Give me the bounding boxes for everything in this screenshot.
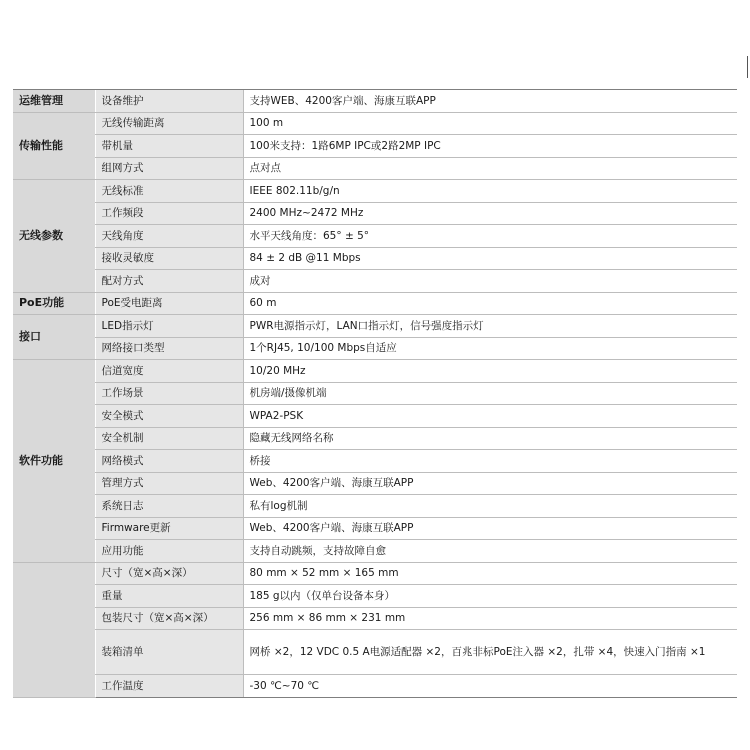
item-value-cell: 100米支持：1路6MP IPC或2路2MP IPC [243,135,737,158]
item-value-cell: PWR电源指示灯，LAN口指示灯，信号强度指示灯 [243,315,737,338]
item-label-cell: 无线标准 [95,180,243,203]
item-label-cell: 设备维护 [95,90,243,113]
item-value-cell: 支持自动跳频，支持故障自愈 [243,540,737,563]
category-cell: 接口 [13,315,95,360]
item-value-cell: WPA2-PSK [243,405,737,428]
spec-row [13,225,737,248]
spec-row [13,675,737,698]
spec-table-body [13,90,737,698]
spec-row [13,112,737,135]
item-value-cell: 185 g以内（仅单台设备本身） [243,585,737,608]
spec-row [13,495,737,518]
item-label-cell: 带机量 [95,135,243,158]
item-value-cell: 机房端/摄像机端 [243,382,737,405]
item-value-cell: 256 mm × 86 mm × 231 mm [243,607,737,630]
spec-table [13,89,737,698]
item-label-cell: 应用功能 [95,540,243,563]
item-value-cell: 100 m [243,112,737,135]
item-value-cell: 点对点 [243,157,737,180]
item-label-cell: 装箱清单 [95,630,243,675]
item-value-cell: 84 ± 2 dB @11 Mbps [243,247,737,270]
item-value-cell: 成对 [243,270,737,293]
item-label-cell: PoE受电距离 [95,292,243,315]
spec-row [13,180,737,203]
spec-row [13,337,737,360]
item-value-cell: 隐藏无线网络名称 [243,427,737,450]
spec-row [13,585,737,608]
category-cell: 无线参数 [13,180,95,293]
spec-row [13,517,737,540]
item-label-cell: 配对方式 [95,270,243,293]
spec-row [13,472,737,495]
spec-row [13,135,737,158]
item-label-cell: 管理方式 [95,472,243,495]
page-edge-mark [747,56,748,78]
item-value-cell: -30 ℃~70 ℃ [243,675,737,698]
spec-row [13,450,737,473]
item-label-cell: 工作频段 [95,202,243,225]
item-label-cell: 工作场景 [95,382,243,405]
spec-row [13,540,737,563]
spec-row [13,427,737,450]
spec-row [13,405,737,428]
item-label-cell: 组网方式 [95,157,243,180]
spec-row [13,90,737,113]
spec-row [13,382,737,405]
item-label-cell: 天线角度 [95,225,243,248]
item-label-cell: 包装尺寸（宽×高×深） [95,607,243,630]
item-value-cell: 60 m [243,292,737,315]
spec-row [13,292,737,315]
category-cell [13,562,95,697]
item-value-cell: 2400 MHz~2472 MHz [243,202,737,225]
item-value-cell: Web、4200客户端、海康互联APP [243,517,737,540]
item-label-cell: 安全机制 [95,427,243,450]
item-value-cell: 水平天线角度：65° ± 5° [243,225,737,248]
spec-row [13,270,737,293]
item-value-cell: 1个RJ45, 10/100 Mbps自适应 [243,337,737,360]
item-label-cell: 工作温度 [95,675,243,698]
item-value-cell: 80 mm × 52 mm × 165 mm [243,562,737,585]
item-value-cell: 10/20 MHz [243,360,737,383]
item-value-cell: IEEE 802.11b/g/n [243,180,737,203]
item-value-cell: 桥接 [243,450,737,473]
spec-row [13,562,737,585]
category-cell: 软件功能 [13,360,95,563]
item-label-cell: 无线传输距离 [95,112,243,135]
spec-row [13,202,737,225]
item-label-cell: 系统日志 [95,495,243,518]
item-label-cell: 网络接口类型 [95,337,243,360]
item-value-cell: 私有log机制 [243,495,737,518]
item-value-cell: Web、4200客户端、海康互联APP [243,472,737,495]
category-cell: 传输性能 [13,112,95,180]
spec-row [13,630,737,675]
item-value-cell: 支持WEB、4200客户端、海康互联APP [243,90,737,113]
category-cell: PoE功能 [13,292,95,315]
spec-row [13,157,737,180]
spec-row [13,360,737,383]
item-label-cell: 接收灵敏度 [95,247,243,270]
item-label-cell: Firmware更新 [95,517,243,540]
spec-row [13,607,737,630]
item-label-cell: 安全模式 [95,405,243,428]
item-label-cell: 重量 [95,585,243,608]
item-value-cell: 网桥 ×2，12 VDC 0.5 A电源适配器 ×2，百兆非标PoE注入器 ×2，扎带 ×4，快速入门指南 ×1 [243,630,737,675]
category-cell: 运维管理 [13,90,95,113]
item-label-cell: 尺寸（宽×高×深） [95,562,243,585]
item-label-cell: 信道宽度 [95,360,243,383]
item-label-cell: LED指示灯 [95,315,243,338]
spec-row [13,315,737,338]
item-label-cell: 网络模式 [95,450,243,473]
spec-row [13,247,737,270]
